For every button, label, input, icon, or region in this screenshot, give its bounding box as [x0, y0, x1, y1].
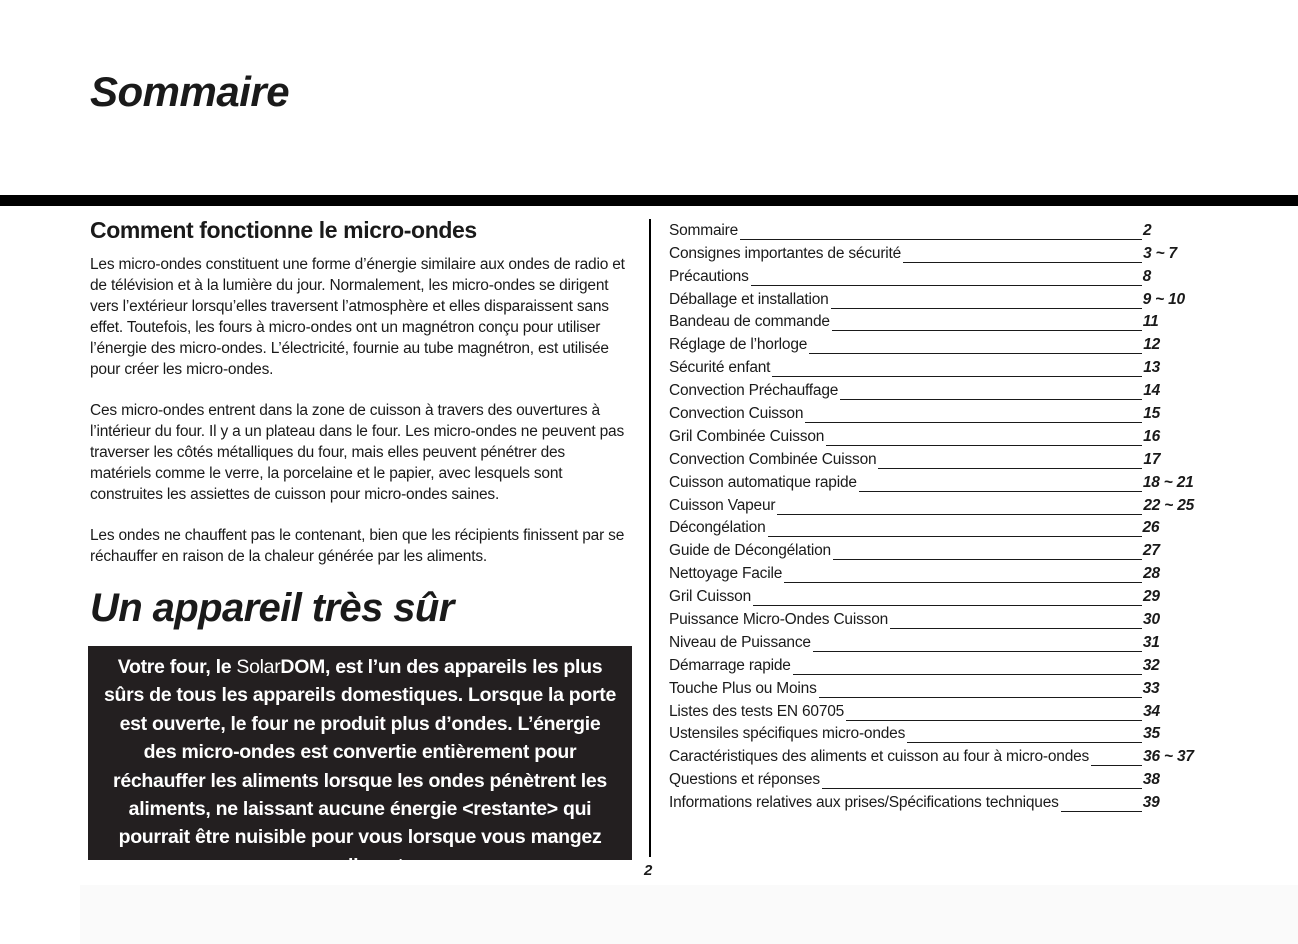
toc-page-number: 39 [1142, 794, 1160, 812]
column-divider [649, 219, 651, 857]
toc-leader-line [840, 384, 1142, 400]
toc-leader-line [805, 407, 1142, 423]
toc-page-number: 32 [1142, 656, 1160, 674]
toc-page-number: 22 ~ 25 [1143, 496, 1195, 514]
safety-text-start: Votre four, le [117, 656, 237, 678]
toc-leader-line [903, 247, 1142, 263]
toc-label: Guide de Décongélation [669, 542, 831, 560]
toc-item [669, 423, 1269, 446]
toc-page-number: 3 ~ 7 [1143, 244, 1177, 262]
toc-page-number: 11 [1142, 313, 1159, 331]
header-rule [0, 195, 1298, 206]
toc-item [669, 766, 1269, 789]
toc-leader-line [809, 338, 1142, 354]
page-title: Sommaire [90, 68, 290, 115]
toc-label: Déballage et installation [669, 290, 829, 308]
toc-page-number: 28 [1143, 565, 1160, 583]
toc-page-number: 12 [1143, 336, 1161, 354]
toc-item [669, 377, 1269, 400]
toc-leader-line [753, 590, 1142, 606]
page-number: 2 [644, 862, 653, 879]
toc-item [669, 629, 1269, 652]
toc-item [669, 743, 1269, 766]
toc-label: Démarrage rapide [669, 656, 791, 674]
toc-label: Réglage de l’horloge [669, 336, 808, 354]
toc-item [669, 240, 1269, 263]
toc-leader-line [793, 659, 1142, 675]
toc-label: Listes des tests EN 60705 [669, 702, 845, 720]
toc-item [669, 675, 1269, 698]
toc-leader-line [822, 773, 1142, 789]
toc-page-number: 31 [1142, 633, 1160, 651]
safety-title: Un appareil très sûr [90, 586, 454, 630]
toc-leader-line [890, 613, 1142, 629]
toc-leader-line [772, 361, 1142, 377]
toc-item [669, 652, 1269, 675]
toc-item [669, 263, 1269, 286]
toc-leader-line [768, 521, 1142, 537]
toc-leader-line [831, 293, 1142, 309]
table-of-contents [669, 217, 1269, 812]
toc-leader-line [878, 453, 1142, 469]
toc-page-number: 29 [1143, 588, 1160, 606]
footer-shade [80, 885, 1298, 944]
paragraph-2: Ces micro-ondes entrent dans la zone de cuisson à travers des ouvertures à l’intérieur du four. Il y a un plateau dans le four. Les micro-ondes ne peuvent pas traverser les côtés métalliques du four, mais elles peuvent pénétrer des matériels comme le verre, la porcelaine et le papier, avec lesquels sont construites les assiettes de cuisson pour micro-ondes saines. [90, 402, 624, 503]
toc-label: Sommaire [669, 221, 739, 239]
toc-item [669, 560, 1269, 583]
toc-page-number: 34 [1143, 702, 1160, 720]
section-heading: Comment fonctionne le micro-ondes [90, 217, 477, 243]
toc-leader-line [819, 682, 1142, 698]
toc-label: Informations relatives aux prises/Spécifications techniques [669, 794, 1059, 812]
toc-page-number: 2 [1143, 221, 1152, 239]
toc-leader-line [826, 430, 1142, 446]
toc-label: Convection Cuisson [669, 405, 804, 423]
toc-leader-line [846, 705, 1142, 721]
intro-section [90, 217, 630, 587]
toc-page-number: 18 ~ 21 [1142, 473, 1194, 491]
toc-label: Cuisson automatique rapide [669, 473, 857, 491]
toc-item [669, 583, 1269, 606]
toc-leader-line [784, 567, 1142, 583]
toc-label: Consignes importantes de sécurité [669, 244, 902, 262]
toc-label: Ustensiles spécifiques micro-ondes [669, 725, 906, 743]
toc-label: Cuisson Vapeur [669, 496, 776, 514]
toc-page-number: 33 [1142, 679, 1160, 697]
toc-item [669, 537, 1269, 560]
toc-page-number: 13 [1143, 359, 1161, 377]
paragraph-3: Les ondes ne chauffent pas le contenant, bien que les récipients finissent par se réchauffer en raison de la chaleur générée par les aliments. [90, 527, 625, 565]
toc-page-number: 9 ~ 10 [1142, 290, 1185, 308]
toc-item [669, 217, 1269, 240]
toc-item [669, 515, 1269, 538]
toc-label: Décongélation [669, 519, 766, 537]
toc-page-number: 26 [1142, 519, 1160, 537]
toc-leader-line [777, 499, 1142, 515]
toc-page-number: 35 [1143, 725, 1160, 743]
toc-label: Convection Préchauffage [669, 382, 839, 400]
toc-leader-line [1091, 750, 1142, 766]
brand-logo-solar: Solar [236, 656, 281, 678]
toc-label: Niveau de Puissance [669, 633, 811, 651]
toc-page-number: 15 [1143, 405, 1161, 423]
toc-label: Nettoyage Facile [669, 565, 783, 583]
toc-item [669, 721, 1269, 744]
safety-callout-box [88, 646, 632, 877]
toc-label: Bandeau de commande [669, 313, 830, 331]
toc-item [669, 698, 1269, 721]
toc-item [669, 789, 1269, 812]
toc-label: Sécurité enfant [669, 359, 771, 377]
toc-page-number: 8 [1142, 267, 1152, 285]
toc-leader-line [859, 476, 1142, 492]
toc-page-number: 14 [1143, 382, 1161, 400]
toc-label: Caractéristiques des aliments et cuisson au four à micro-ondes [669, 748, 1090, 766]
toc-item [669, 446, 1269, 469]
toc-item [669, 309, 1269, 332]
brand-logo-dom: DOM [280, 656, 325, 678]
toc-item [669, 492, 1269, 515]
toc-label: Convection Combinée Cuisson [669, 450, 877, 468]
toc-label: Gril Combinée Cuisson [669, 427, 825, 445]
toc-label: Précautions [669, 267, 749, 285]
toc-label: Questions et réponses [669, 771, 820, 789]
toc-item [669, 469, 1269, 492]
paragraph-1: Les micro-ondes constituent une forme d’énergie similaire aux ondes de radio et de télévision et à la lumière du jour. Normalement, les micro-ondes se dirigent vers l’extérieur lorsqu’elles traversent l’atmosphère et elles disparaissent sans effet. Toutefois, les fours à micro-ondes ont un magnétron conçu pour utiliser l’énergie des micro-ondes. L’électricité, fournie au tube magnétron, est utilisée pour créer les micro-ondes. [90, 256, 625, 378]
toc-page-number: 38 [1142, 771, 1160, 789]
toc-page-number: 27 [1142, 542, 1160, 560]
toc-item [669, 354, 1269, 377]
toc-leader-line [1061, 796, 1142, 812]
toc-page-number: 36 ~ 37 [1143, 748, 1194, 766]
toc-label: Puissance Micro-Ondes Cuisson [669, 611, 889, 629]
toc-item [669, 400, 1269, 423]
toc-item [669, 606, 1269, 629]
toc-leader-line [832, 315, 1142, 331]
toc-leader-line [740, 224, 1142, 240]
toc-page-number: 16 [1143, 427, 1161, 445]
toc-leader-line [833, 544, 1142, 560]
toc-item [669, 286, 1269, 309]
toc-page-number: 17 [1143, 450, 1161, 468]
toc-page-number: 30 [1143, 611, 1160, 629]
toc-item [669, 331, 1269, 354]
toc-label: Gril Cuisson [669, 588, 752, 606]
toc-leader-line [751, 270, 1142, 286]
toc-leader-line [907, 727, 1142, 743]
safety-text-end: , est l’un des appareils les plus sûrs de tous les appareils domestiques. Lorsque la porte est ouverte, le four ne produit plus d’ondes. L’énergie des micro-ondes est convertie entièrement pour réchauffer les aliments lorsque les ondes pénètrent les aliments, ne laissant aucune énergie <restante> qui pourrait être nuisible pour vous lorsque vous mangez ces aliments. [104, 656, 617, 877]
toc-label: Touche Plus ou Moins [669, 679, 817, 697]
toc-leader-line [813, 636, 1142, 652]
